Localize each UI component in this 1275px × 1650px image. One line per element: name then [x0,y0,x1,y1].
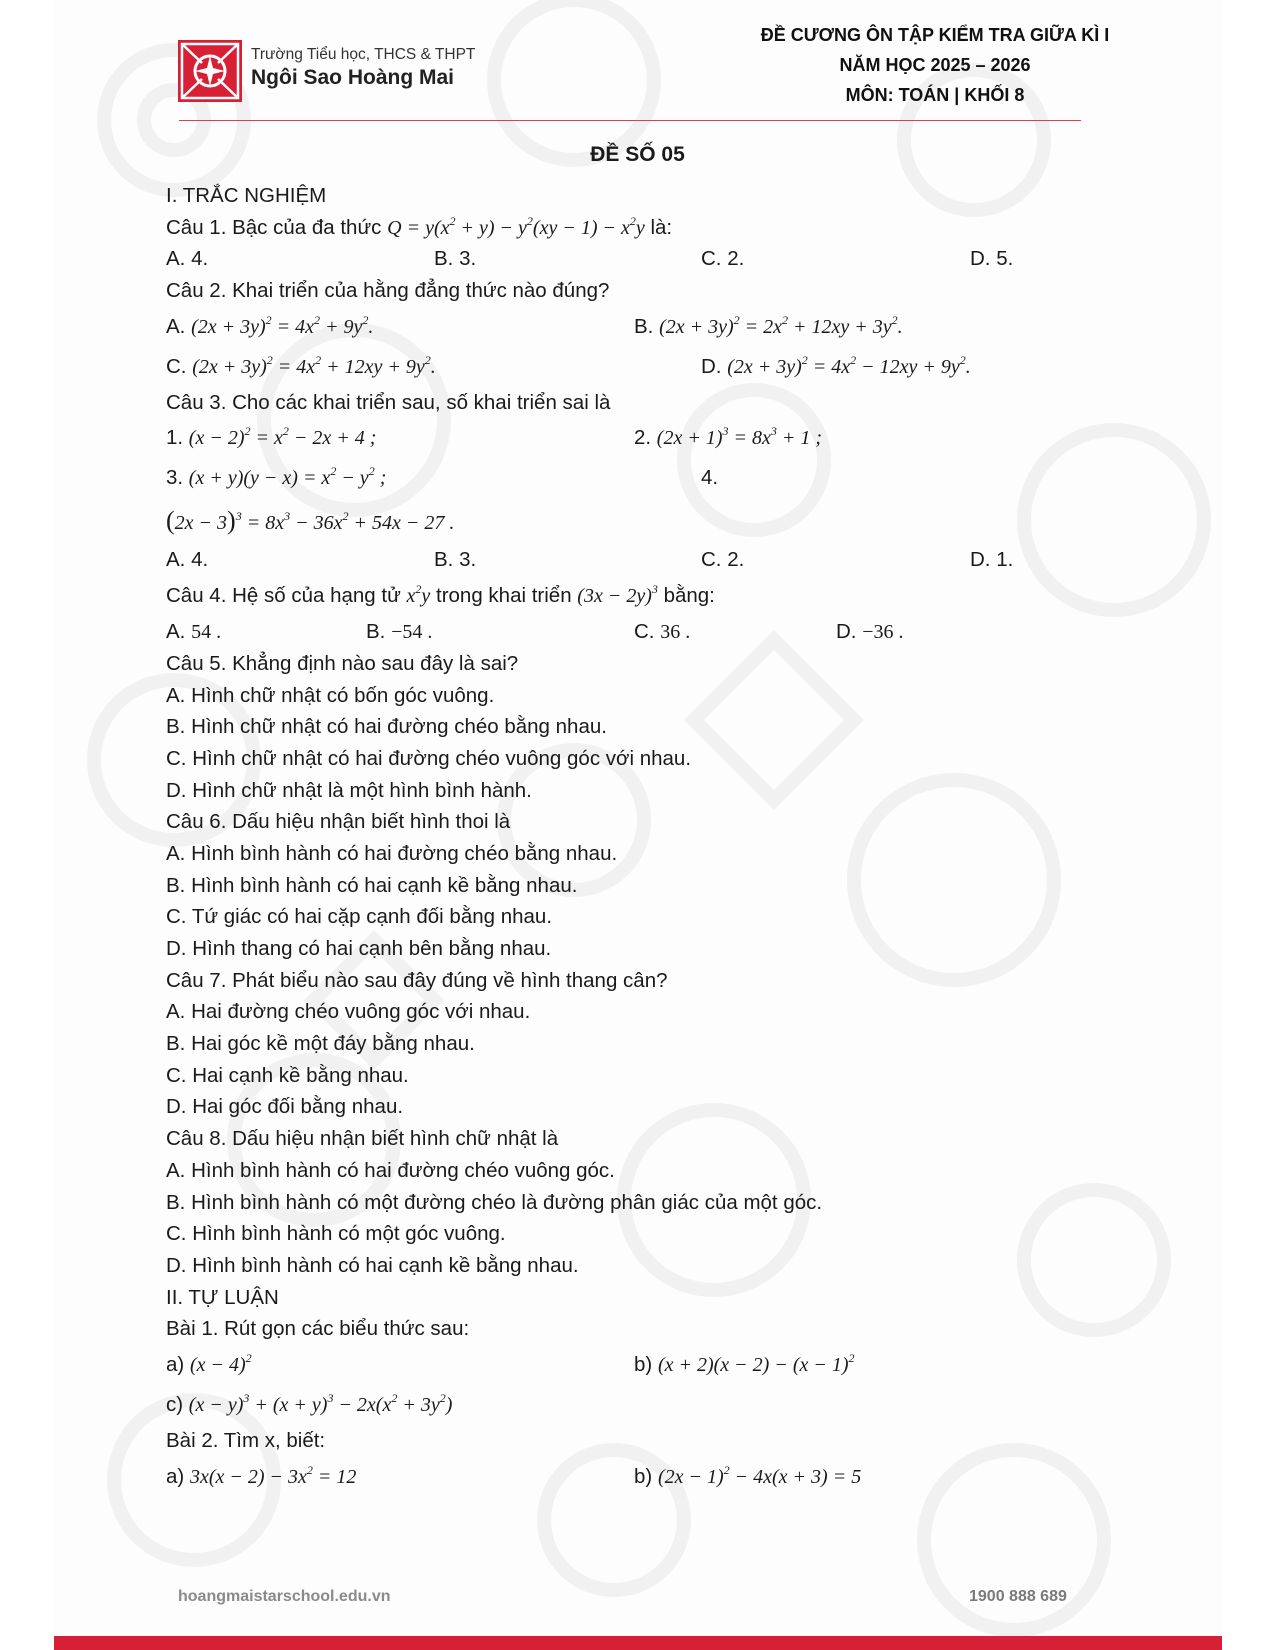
option-b: B. 3. [434,548,477,572]
exercise-2-parts [166,1457,1096,1497]
part-a-label: a) [166,1352,190,1376]
question-6-option-d: D. Hình thang có hai cạnh bên bằng nhau. [166,937,552,960]
option-c-value: 36 . [660,621,691,644]
option-b-value: −54 . [391,621,433,644]
exam-year: NĂM HỌC 2025 – 2026 [839,55,1031,75]
item-2-formula: $(2x + 1)^3 = 8x^3 + 1$ ; [656,424,823,450]
option-a: A. 4. [166,548,209,572]
question-6-option-a: A. Hình bình hành có hai đường chéo bằng nhau. [166,841,618,865]
question-7-option-a: A. Hai đường chéo vuông góc với nhau. [166,1000,531,1024]
question-6-option-b: B. Hình bình hành có hai cạnh kề bằng nhau. [166,873,578,897]
page-header [0,0,1275,125]
question-6-option-c: C. Tứ giác có hai cặp cạnh đối bằng nhau. [166,905,553,929]
question-text: Câu 1. Bậc của đa thức [166,215,388,239]
option-d-label: D. [701,354,728,378]
part-b-label: b) [634,1352,658,1376]
question-3-options [166,544,1096,576]
option-c-label: C. [634,620,661,644]
question-3-items-row2 [166,458,1096,498]
question-7-option-d: D. Hai góc đối bằng nhau. [166,1095,404,1119]
exercise-1-parts-row2 [166,1385,1096,1425]
option-a-value: 54 . [191,621,222,644]
question-5-option-c: C. Hình chữ nhật có hai đường chéo vuông góc với nhau. [166,746,692,770]
question-2-stem [166,275,1096,307]
question-5-option-b: B. Hình chữ nhật có hai đường chéo bằng nhau. [166,715,607,739]
question-text: Câu 3. Cho các khai triển sau, số khai triển sai là [166,390,611,414]
question-5-option-a: A. Hình chữ nhật có bốn góc vuông. [166,683,495,707]
question-text: là: [644,215,673,239]
item-2-label: 2. [634,426,657,450]
option-d: D. 1. [970,548,1014,572]
option-b-label: B. [634,314,660,338]
option-d-label: D. [836,620,863,644]
section-essay-heading [166,1282,1096,1314]
option-a: A. 4. [166,247,209,271]
question-text: Câu 4. Hệ số của hạng tử [166,584,407,608]
item-4-label: 4. [701,466,719,490]
question-text: Câu 2. Khai triển của hằng đẳng thức nào đúng? [166,279,610,303]
section-label: I. TRẮC NGHIỆM [166,184,327,207]
question-text: Câu 6. Dấu hiệu nhận biết hình thoi là [166,810,511,834]
school-name [251,46,475,90]
footer-phone-number: 1900 888 689 [969,1588,1067,1605]
question-text: Câu 5. Khẳng định nào sau đây là sai? [166,651,519,675]
part-b-formula: $(2x - 1)^2 - 4x(x + 3) = 5$ [657,1462,862,1488]
school-name-line1: Trường Tiểu học, THCS & THPT [251,46,476,63]
question-7-stem [166,965,1096,997]
exam-info [700,20,1170,110]
option-d: D. 5. [970,247,1014,271]
option-b-formula: $(2x + 3y)^2 = 2x^2 + 12xy + 3y^2$. [659,312,903,338]
option-b: B. 3. [434,247,477,271]
exercise-1-parts-row1 [166,1345,1096,1385]
option-d-formula: $(2x + 3y)^2 = 4x^2 - 12xy + 9y^2$. [727,352,971,378]
question-5-stem [166,648,1096,680]
footer-red-bar [54,1636,1222,1650]
question-8-stem [166,1123,1096,1155]
question-text: Câu 7. Phát biểu nào sau đây đúng về hình thang cân? [166,968,668,992]
question-2-options-row2 [166,347,1096,387]
item-4-formula: $(2x - 3)^3 = 8x^3 - 36x^2 + 54x - 27$ . [166,506,455,536]
question-text: bằng: [657,584,715,608]
question-6-stem [166,806,1096,838]
option-a-formula: $(2x + 3y)^2 = 4x^2 + 9y^2$. [191,312,374,338]
school-name-line2: Ngôi Sao Hoàng Mai [251,66,455,89]
section-multiple-choice-heading [166,180,1096,212]
header-divider [179,120,1081,121]
question-7-option-c: C. Hai cạnh kề bằng nhau. [166,1063,409,1087]
question-3-item-4-formula-line [166,498,1096,544]
question-8-option-c: C. Hình bình hành có một góc vuông. [166,1222,506,1246]
formula: $Q = y(x^2 + y) - y^2(xy - 1) - x^2y$ [387,213,645,239]
question-8-option-a: A. Hình bình hành có hai đường chéo vuông góc. [166,1158,615,1182]
question-5-option-d: D. Hình chữ nhật là một hình bình hành. [166,778,532,802]
part-a-formula: $(x - 4)^2$ [189,1350,252,1376]
question-1-stem [166,212,1096,244]
exam-subject: MÔN: TOÁN | KHỐI 8 [845,85,1025,105]
option-a-label: A. [166,314,192,338]
question-4-options [166,616,1096,648]
school-logo [178,40,242,102]
part-b-label: b) [634,1464,658,1488]
question-3-stem [166,387,1096,419]
part-a-formula: $3x(x - 2) - 3x^2 = 12$ [189,1462,357,1488]
option-d-value: −36 . [862,621,904,644]
exam-content [166,180,1096,1497]
question-1-options [166,243,1096,275]
option-c-label: C. [166,354,193,378]
part-a-label: a) [166,1464,190,1488]
item-1-label: 1. [166,426,189,450]
question-7-option-b: B. Hai góc kề một đáy bằng nhau. [166,1032,475,1056]
part-b-formula: $(x + 2)(x - 2) - (x - 1)^2$ [657,1350,855,1376]
exam-number-title: ĐỀ SỐ 05 [590,143,685,166]
term-formula: $x^2y$ [406,582,431,608]
item-3-label: 3. [166,466,189,490]
question-3-items-row1 [166,418,1096,458]
section-label: II. TỰ LUẬN [166,1285,279,1309]
question-text: Câu 8. Dấu hiệu nhận biết hình chữ nhật là [166,1127,559,1151]
option-c: C. 2. [701,247,745,271]
question-text: trong khai triển [430,584,578,608]
option-c: C. 2. [701,548,745,572]
question-2-options-row1 [166,307,1096,347]
item-3-formula: $(x + y)(y - x) = x^2 - y^2$ ; [188,464,387,490]
exercise-1-stem [166,1313,1096,1345]
expansion-formula: $(3x - 2y)^3$ [577,582,658,608]
exam-title: ĐỀ CƯƠNG ÔN TẬP KIỂM TRA GIỮA KÌ I [760,25,1110,45]
exercise-text: Bài 2. Tìm x, biết: [166,1428,326,1452]
option-c-formula: $(2x + 3y)^2 = 4x^2 + 12xy + 9y^2$. [192,352,436,378]
option-b-label: B. [366,620,392,644]
question-4-stem [166,576,1096,616]
exercise-text: Bài 1. Rút gọn các biểu thức sau: [166,1317,470,1341]
question-8-option-b: B. Hình bình hành có một đường chéo là đường phân giác của một góc. [166,1190,823,1214]
option-a-label: A. [166,620,192,644]
footer-website-link[interactable]: hoangmaistarschool.edu.vn [178,1588,391,1605]
question-8-option-d: D. Hình bình hành có hai cạnh kề bằng nhau. [166,1253,579,1277]
exercise-2-stem [166,1425,1096,1457]
part-c-label: c) [166,1392,189,1416]
part-c-formula: $(x - y)^3 + (x + y)^3 - 2x(x^2 + 3y^2)$ [188,1390,453,1416]
item-1-formula: $(x - 2)^2 = x^2 - 2x + 4$ ; [188,424,377,450]
